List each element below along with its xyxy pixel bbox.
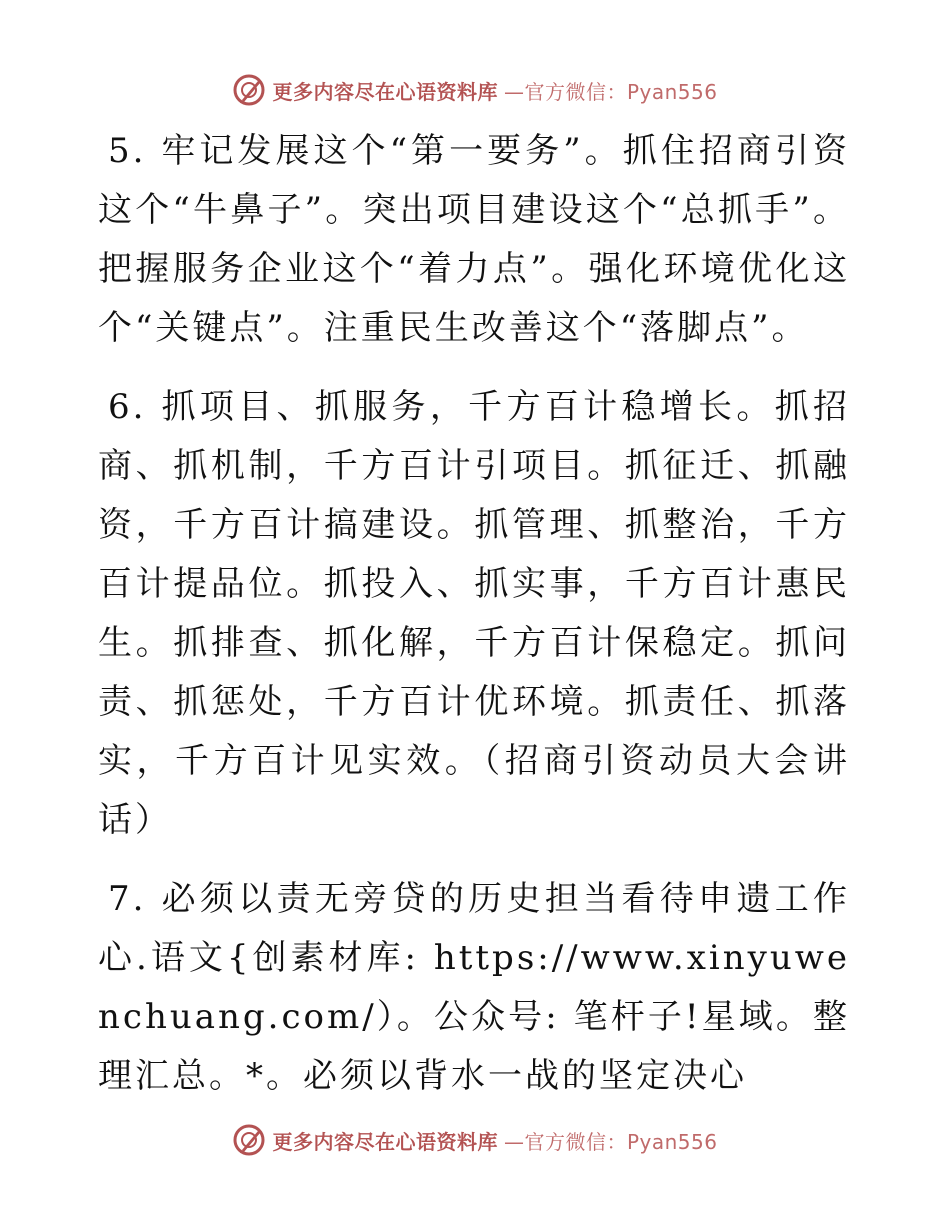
paragraph-6 [98,378,850,850]
footer-title: 更多内容尽在心语资料库 [272,1129,498,1154]
header-contact: —官方微信：Pyan556 [503,79,718,104]
paragraph-5 [98,122,850,358]
header-watermark [0,70,950,110]
paragraph-number: 6. [108,387,147,427]
paragraph-number: 7. [108,879,147,919]
footer-contact: —官方微信：Pyan556 [503,1129,718,1154]
footer-watermark [0,1120,950,1160]
paragraph-number: 5. [108,131,147,171]
paragraph-7 [98,870,850,1106]
logo-icon [232,1123,266,1157]
paragraph-text: 牢记发展这个“第一要务”。抓住招商引资这个“牛鼻子”。突出项目建设这个“总抓手”。把握服务企业这个“着力点”。强化环境优化这个“关键点”。注重民生改善这个“落脚点”。 [98,131,850,348]
document-body [98,122,850,1126]
header-title: 更多内容尽在心语资料库 [272,79,498,104]
logo-icon [232,73,266,107]
paragraph-text: 抓项目、抓服务，千方百计稳增长。抓招商、抓机制，千方百计引项目。抓征迁、抓融资，千方百计搞建设。抓管理、抓整治，千方百计提品位。抓投入、抓实事，千方百计惠民生。抓排查、抓化解，千方百计保稳定。抓问责、抓惩处，千方百计优环境。抓责任、抓落实，千方百计见实效。（招商引资动员大会讲话） [98,387,851,840]
paragraph-text: 必须以责无旁贷的历史担当看待申遗工作心.语文{创素材库: https://www.xinyuwenchuang.com/）。公众号: 笔杆子!星域。整理汇总。*。必须以背水一战的坚定决心 [98,879,851,1096]
